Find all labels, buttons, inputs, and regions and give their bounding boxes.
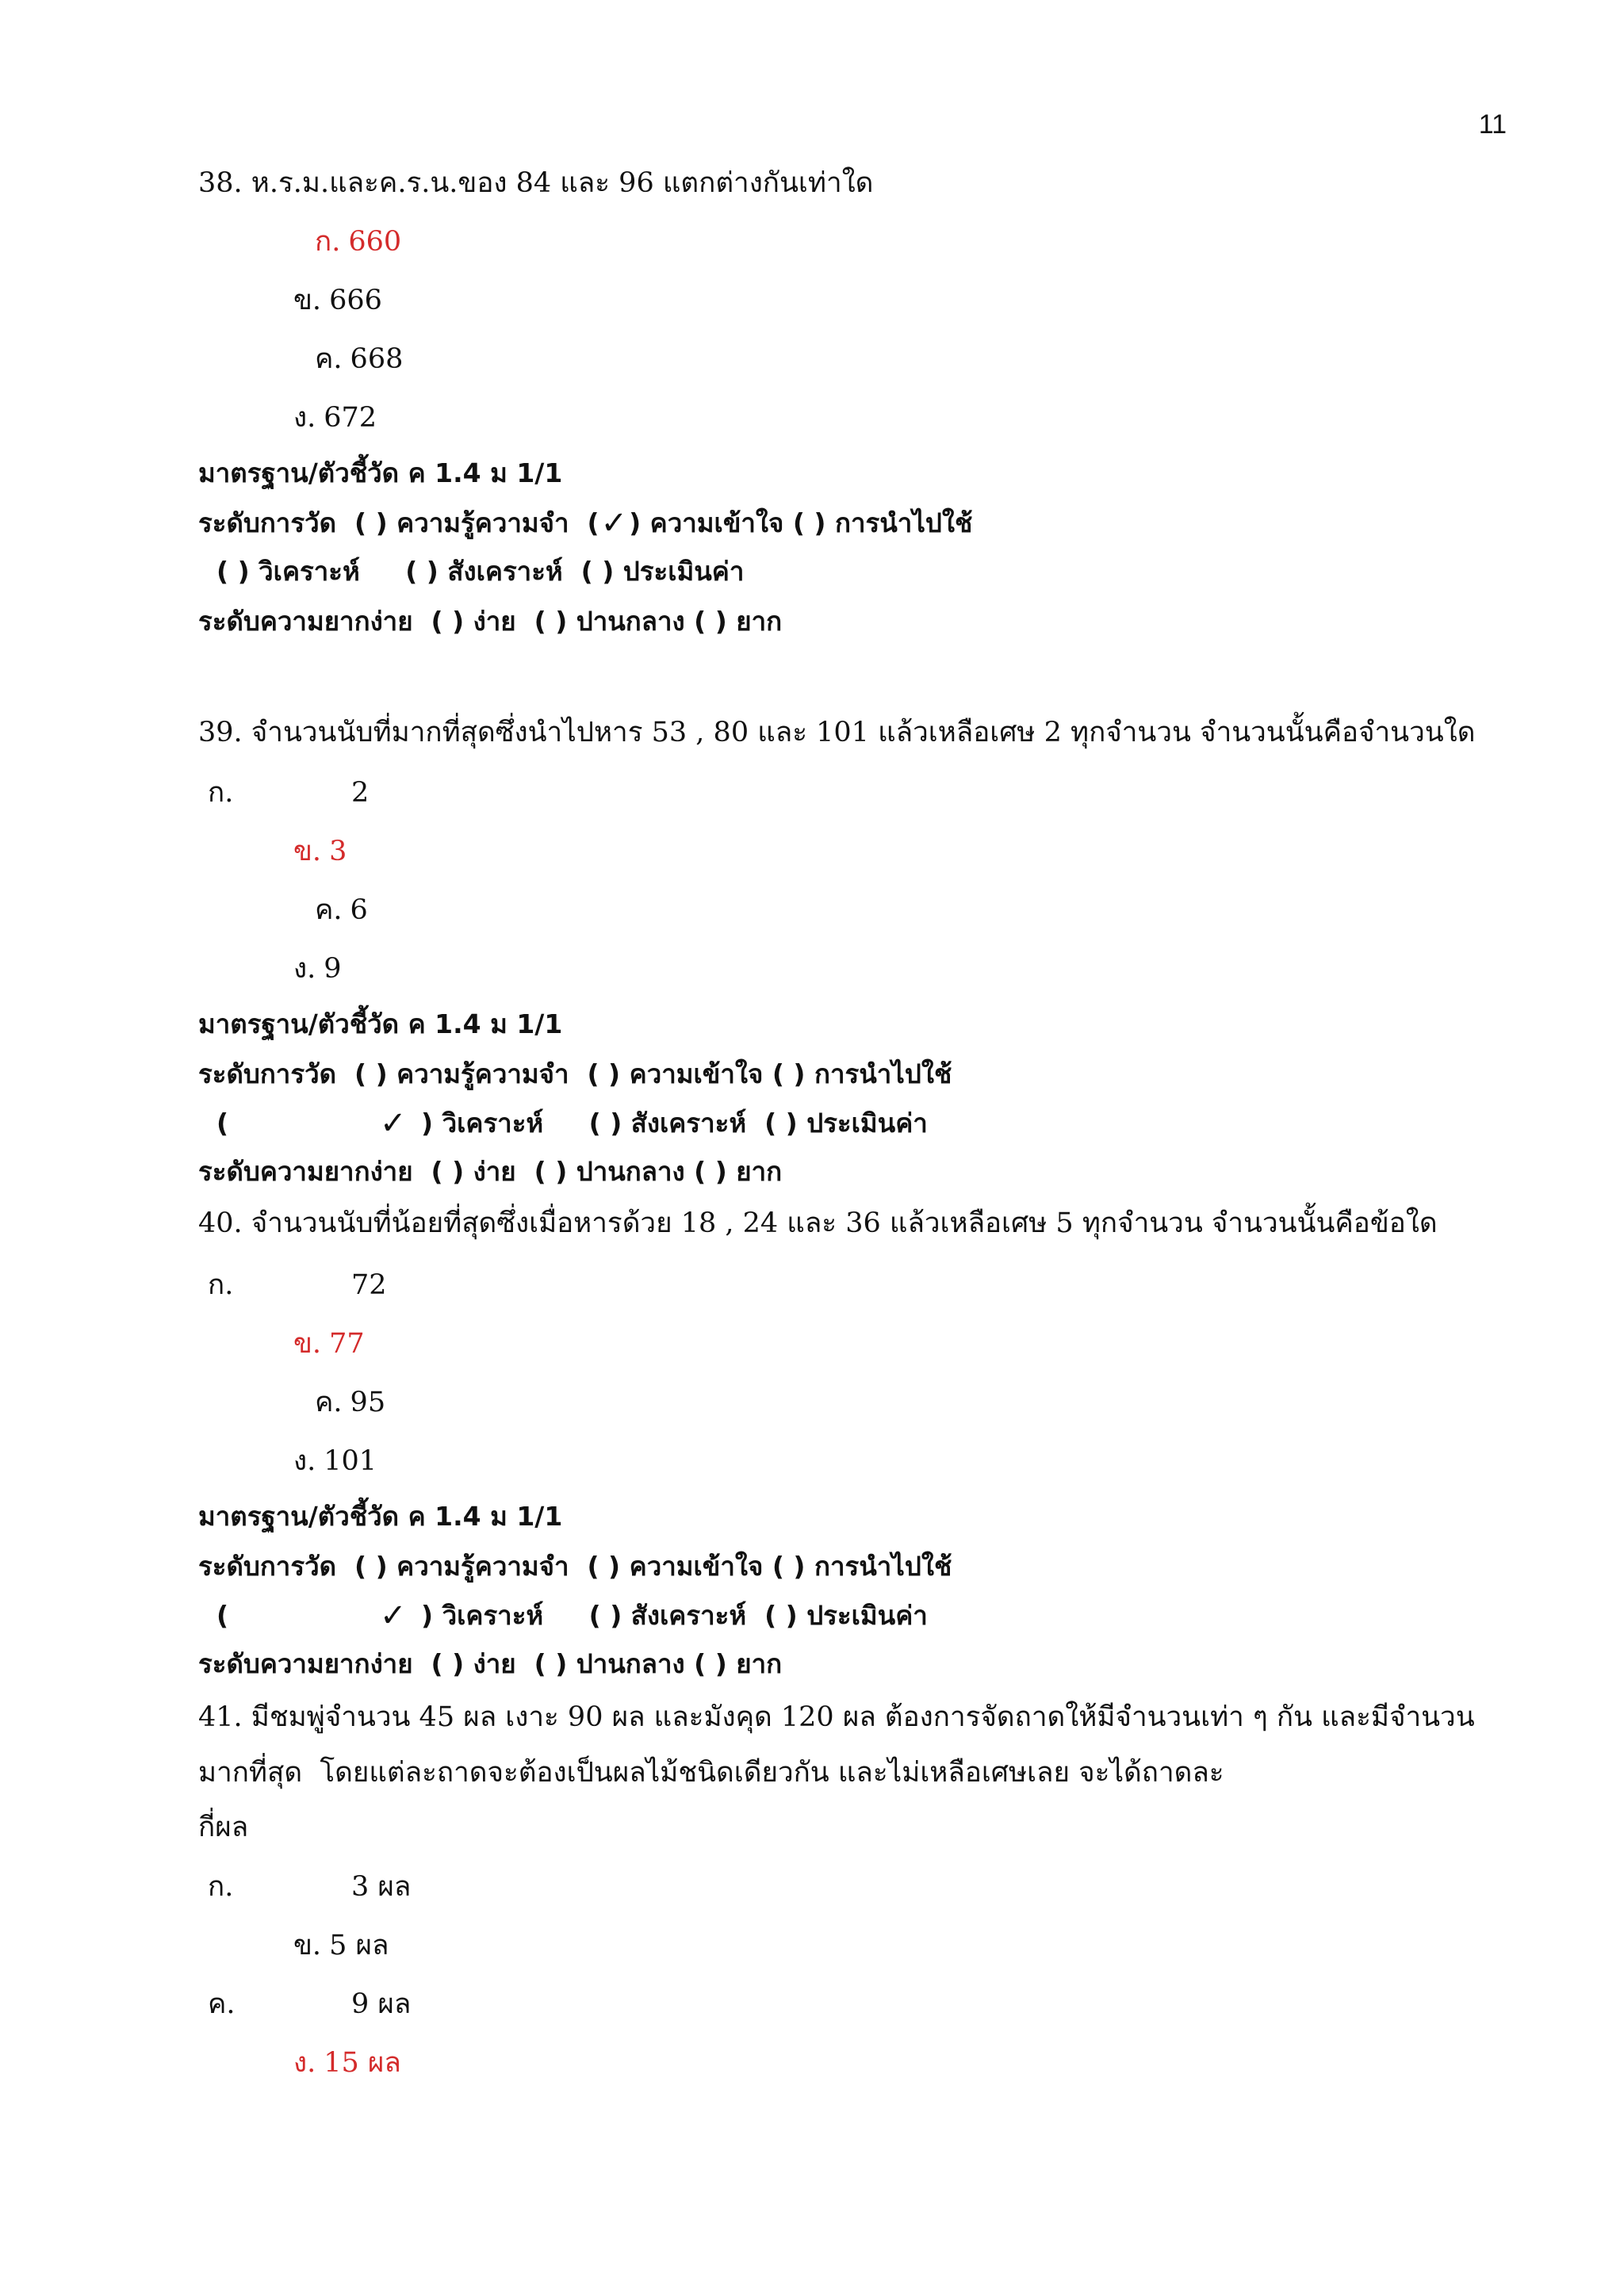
choice-value: 666: [329, 285, 382, 316]
choice-label: ค.: [315, 343, 343, 375]
choice-value: 101: [324, 1445, 377, 1477]
difficulty-text: ระดับความยากง่าย ( ) ง่าย ( ) ปานกลาง ( ) ยาก: [198, 1648, 783, 1679]
choice-label: ข.: [293, 1328, 322, 1360]
choice-value: 2: [351, 777, 370, 809]
choice-value: 15 ผล: [324, 2047, 401, 2079]
choice-row: [198, 949, 1578, 989]
measure-text: ( ) วิเคราะห์ ( ) สังเคราะห์ ( ) ประเมินค่า: [216, 556, 745, 587]
measure-text-before: ระดับการวัด ( ) ความรู้ความจำ (: [198, 507, 599, 538]
choice-label: ง.: [293, 402, 316, 434]
choice-label: ค.: [315, 894, 343, 926]
choice-label: ค.: [315, 1387, 343, 1418]
question-40: [198, 1203, 1578, 1243]
standard-text: มาตรฐาน/ตัวชี้วัด ค 1.4 ม 1/1: [198, 1008, 563, 1039]
check-mark-icon: ✓: [380, 1598, 407, 1634]
measure-level-row-1: [198, 1054, 1578, 1094]
choice-row: [198, 398, 1578, 438]
question-text: มากที่สุด โดยแต่ละถาดจะต้องเป็นผลไม้ชนิดเดียวกัน และไม่เหลือเศษเลย จะได้ถาดละ: [198, 1757, 1224, 1789]
measure-open-paren: (: [216, 1108, 229, 1138]
difficulty-row: [198, 1644, 1578, 1684]
standard-text: มาตรฐาน/ตัวชี้วัด ค 1.4 ม 1/1: [198, 457, 563, 488]
question-text: กี่ผล: [198, 1812, 249, 1843]
choice-row: [198, 1324, 1578, 1364]
choice-label: ข.: [293, 836, 322, 867]
measure-level-row-2: [198, 552, 1578, 591]
question-39: [198, 713, 1578, 752]
check-mark-icon: ✓: [380, 1105, 407, 1142]
question-41-line-1: [198, 1697, 1578, 1737]
choice-value: 3: [329, 836, 347, 867]
measure-text-after: ) วิเคราะห์ ( ) สังเคราะห์ ( ) ประเมินค่า: [421, 1600, 928, 1631]
choice-value: 668: [350, 343, 404, 375]
difficulty-row: [198, 1152, 1578, 1192]
choice-row: [198, 1265, 1578, 1305]
choice-label: ก.: [315, 226, 341, 258]
choice-label: ก.: [208, 1871, 234, 1903]
question-text: 40. จำนวนนับที่น้อยที่สุดซึ่งเมื่อหารด้วย 18 , 24 และ 36 แล้วเหลือเศษ 5 ทุกจำนวน จำนวนนั้นคือข้อใด: [198, 1207, 1438, 1239]
standard-text: มาตรฐาน/ตัวชี้วัด ค 1.4 ม 1/1: [198, 1501, 563, 1532]
measure-text-after: ) วิเคราะห์ ( ) สังเคราะห์ ( ) ประเมินค่า: [421, 1108, 928, 1138]
difficulty-text: ระดับความยากง่าย ( ) ง่าย ( ) ปานกลาง ( ) ยาก: [198, 606, 783, 637]
measure-open-paren: (: [216, 1600, 229, 1631]
choice-row: [198, 1926, 1578, 1965]
choice-value: 95: [350, 1387, 386, 1418]
measure-level-row-1: [198, 503, 1578, 543]
choice-value: 660: [348, 226, 402, 258]
choice-row: [198, 1984, 1578, 2024]
question-41-line-2: [198, 1753, 1578, 1793]
check-mark-icon: ✓: [600, 505, 628, 541]
choice-value: 6: [350, 894, 368, 926]
choice-value: 77: [329, 1328, 365, 1360]
question-text: 38. ห.ร.ม.และค.ร.น.ของ 84 และ 96 แตกต่างกันเท่าใด: [198, 167, 874, 199]
choice-row: [198, 281, 1578, 320]
question-text: 41. มีชมพู่จำนวน 45 ผล เงาะ 90 ผล และมังคุด 120 ผล ต้องการจัดถาดให้มีจำนวนเท่า ๆ กัน และมีจำนวน: [198, 1701, 1475, 1733]
choice-value: 9: [324, 953, 342, 985]
choice-value: 9 ผล: [351, 1988, 412, 2020]
standard-indicator: [198, 453, 1578, 493]
measure-text: ระดับการวัด ( ) ความรู้ความจำ ( ) ความเข้าใจ ( ) การนำไปใช้: [198, 1058, 952, 1089]
measure-text-after: ) ความเข้าใจ ( ) การนำไปใช้: [629, 507, 973, 538]
choice-value: 672: [324, 402, 377, 434]
measure-text: ระดับการวัด ( ) ความรู้ความจำ ( ) ความเข้าใจ ( ) การนำไปใช้: [198, 1551, 952, 1582]
choice-row: [198, 339, 1578, 379]
choice-row: [198, 890, 1578, 930]
choice-label: ข.: [293, 285, 322, 316]
choice-row: [198, 222, 1578, 262]
choice-row: [198, 2043, 1578, 2083]
measure-level-row-1: [198, 1547, 1578, 1586]
choice-row: [198, 1441, 1578, 1481]
difficulty-row: [198, 602, 1578, 641]
choice-label: ก.: [208, 777, 234, 809]
difficulty-text: ระดับความยากง่าย ( ) ง่าย ( ) ปานกลาง ( ) ยาก: [198, 1156, 783, 1187]
choice-value: 3 ผล: [351, 1871, 412, 1903]
choice-row: [198, 773, 1578, 813]
standard-indicator: [198, 1004, 1578, 1044]
choice-label: ง.: [293, 2047, 316, 2079]
choice-label: ง.: [293, 953, 316, 985]
choice-value: 72: [351, 1269, 387, 1301]
page-number: 11: [1478, 109, 1507, 140]
question-text: 39. จำนวนนับที่มากที่สุดซึ่งนำไปหาร 53 , 80 และ 101 แล้วเหลือเศษ 2 ทุกจำนวน จำนวนนั้นคือจำนวนใด: [198, 717, 1476, 748]
choice-label: ค.: [208, 1988, 236, 2020]
question-38: [198, 163, 1578, 203]
document-content: [198, 163, 1578, 2083]
choice-label: ง.: [293, 1445, 316, 1477]
question-41-line-3: [198, 1808, 1578, 1847]
measure-level-row-2: [198, 1104, 1578, 1143]
standard-indicator: [198, 1497, 1578, 1536]
choice-label: ข.: [293, 1930, 322, 1961]
choice-row: [198, 832, 1578, 871]
choice-label: ก.: [208, 1269, 234, 1301]
choice-value: 5 ผล: [329, 1930, 389, 1961]
choice-row: [198, 1383, 1578, 1422]
choice-row: [198, 1867, 1578, 1907]
measure-level-row-2: [198, 1596, 1578, 1636]
